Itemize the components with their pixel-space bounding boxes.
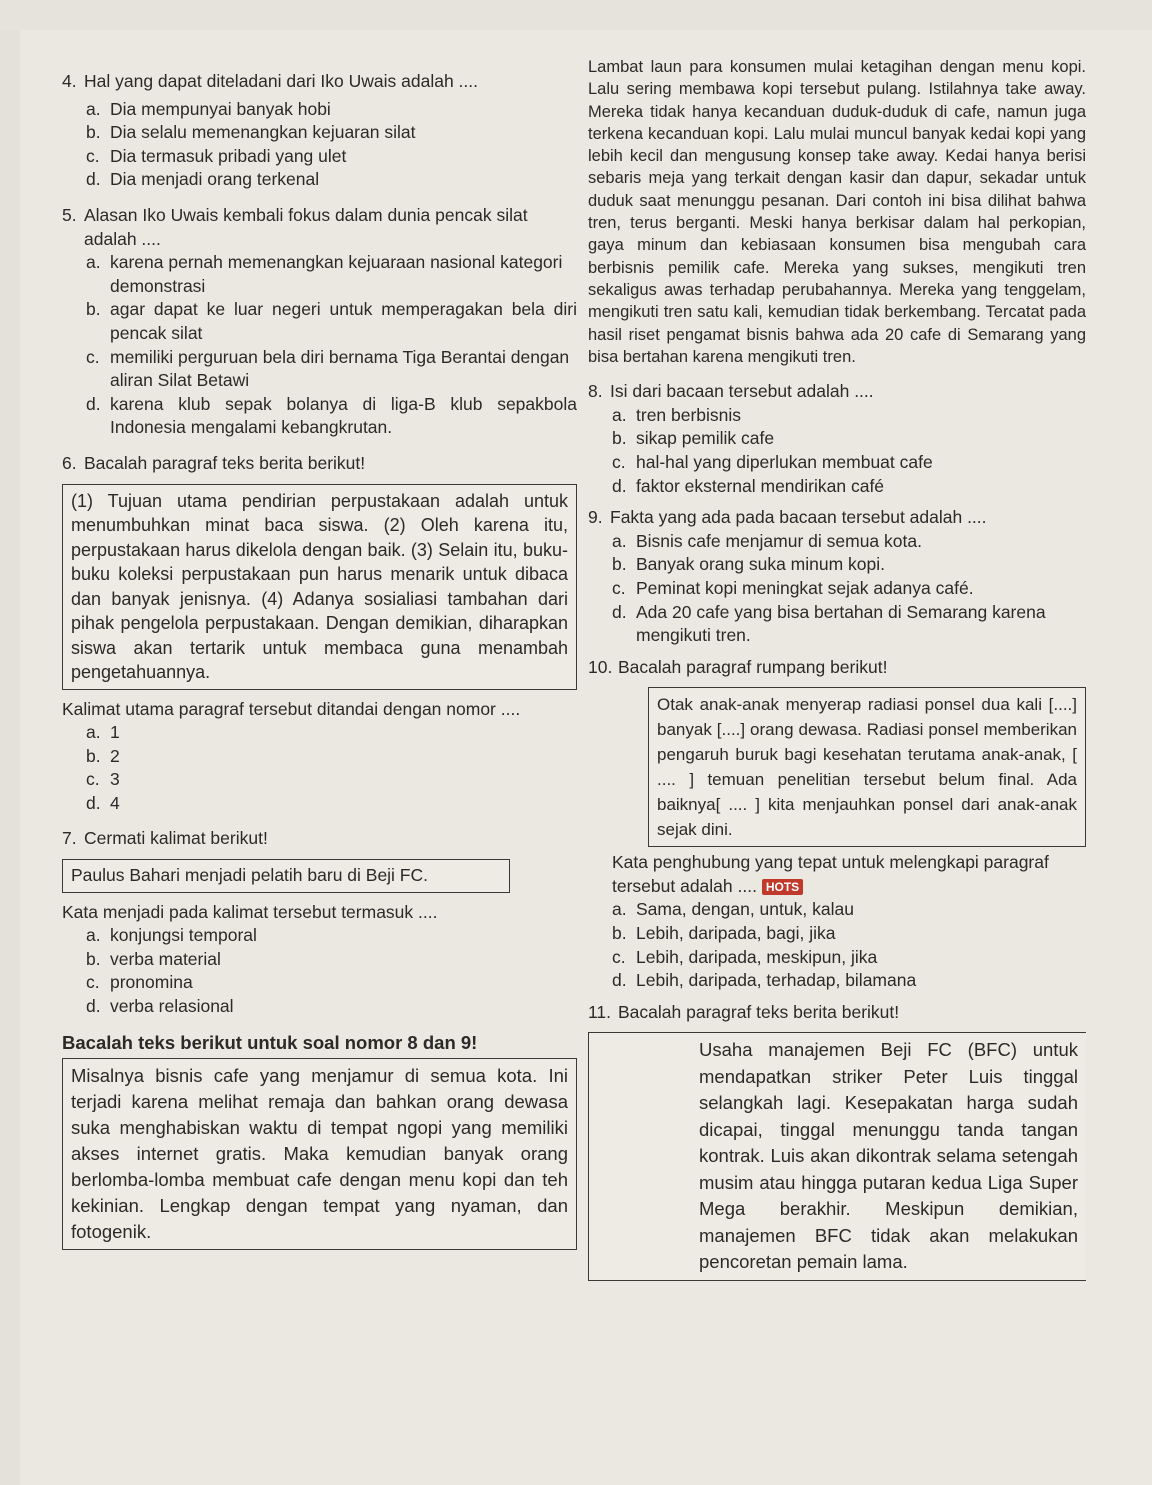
section-heading: Bacalah teks berikut untuk soal nomor 8 dan 9! [62,1031,478,1053]
option-d[interactable] [62,792,577,816]
option-a[interactable] [62,721,577,745]
question-number: 5. [62,204,77,225]
question-stem: Cermati kalimat berikut! [84,828,268,849]
option-letter: c. [612,946,626,967]
option-letter: b. [86,745,101,766]
option-letter: a. [86,252,101,273]
option-text: pronomina [110,972,193,993]
option-c[interactable] [62,145,577,169]
option-letter: c. [86,769,100,790]
option-text: Dia selalu memenangkan kejuaran silat [110,122,416,143]
option-letter: b. [612,554,627,575]
option-a[interactable] [62,251,577,298]
question-number: 8. [588,381,603,402]
question-prompt [588,851,1086,898]
option-c[interactable] [62,768,577,792]
option-letter: c. [86,346,100,367]
passage-box: (1) Tujuan utama pendirian perpustakaan adalah untuk menumbuhkan minat baca siswa. (2) Oleh karena itu, perpustakaan harus dikelola dengan baik. (3) Selain itu, buku-buku koleksi perpustakaan pun harus menarik untuk dibaca dan banyak jenisnya. (4) Adanya sosialiasi tambahan dari pihak pengelola perpustakaan. Dengan demikian, diharapkan siswa akan tertarik untuk membaca guna menambah pengetahuannya. [62,484,577,690]
passage-box: Usaha manajemen Beji FC (BFC) untuk mendapatkan striker Peter Luis tinggal selangkah lagi. Kesepakatan harga sudah dicapai, tinggal menunggu tanda tangan kontrak. Luis akan dikontrak selama setengah musim atau hingga putaran kedua Liga Super Mega berakhir. Meskipun demikian, manajemen BFC tidak akan melakukan pencoretan pemain lama. [588,1032,1086,1281]
option-letter: b. [612,428,627,449]
option-b[interactable] [588,427,1086,451]
page-top-edge [0,0,1152,30]
question-stem: Bacalah paragraf rumpang berikut! [618,656,888,677]
option-a[interactable] [62,98,577,122]
option-a[interactable] [588,404,1086,428]
option-a[interactable] [588,530,1086,554]
option-letter: d. [86,996,101,1017]
option-text: 3 [110,769,120,790]
option-letter: b. [612,923,627,944]
option-d[interactable] [588,601,1086,648]
left-column [62,70,577,1250]
option-letter: d. [86,169,101,190]
option-d[interactable] [588,969,1086,993]
option-text: faktor eksternal mendirikan café [636,475,885,496]
option-text: Lebih, daripada, terhadap, bilamana [636,970,917,991]
option-letter: c. [86,972,100,993]
option-text: 2 [110,745,120,766]
question-number: 6. [62,452,77,473]
option-b[interactable] [62,298,577,345]
option-text: Lebih, daripada, bagi, jika [636,923,836,944]
option-text: Lebih, daripada, meskipun, jika [636,946,878,967]
option-text: Peminat kopi meningkat sejak adanya café. [636,577,974,598]
question-7 [62,827,577,851]
option-letter: b. [86,948,101,969]
option-text: sikap pemilik cafe [636,428,775,449]
option-text: verba material [110,948,221,969]
option-letter: a. [612,404,627,425]
question-stem: Isi dari bacaan tersebut adalah .... [610,381,874,402]
option-d[interactable] [62,168,577,192]
option-text: karena pernah memenangkan kejuaraan nasional kategori demonstrasi [110,252,563,296]
option-text: 4 [110,792,120,813]
question-stem: Bacalah paragraf teks berita berikut! [618,1001,900,1022]
option-b[interactable] [62,121,577,145]
option-a[interactable] [588,898,1086,922]
option-c[interactable] [62,346,577,393]
option-d[interactable] [588,475,1086,499]
option-b[interactable] [62,745,577,769]
option-letter: a. [612,530,627,551]
option-text: karena klub sepak bolanya di liga-B klub sepakbola Indonesia mengalami kebangkrutan. [110,393,577,438]
option-letter: d. [612,475,627,496]
question-4 [62,70,577,94]
option-text: memiliki perguruan bela diri bernama Tiga Berantai dengan aliran Silat Betawi [110,346,570,391]
question-stem: Hal yang dapat diteladani dari Iko Uwais adalah .... [84,71,478,91]
hots-badge: HOTS [762,879,803,895]
option-letter: c. [86,145,100,166]
question-number: 10. [588,656,613,677]
option-letter: b. [86,299,101,320]
option-letter: b. [86,122,101,143]
option-text: 1 [110,722,120,743]
question-number: 7. [62,828,77,849]
question-6 [62,452,577,476]
option-letter: d. [612,601,627,622]
option-text: agar dapat ke luar negeri untuk memperagakan bela diri pencak silat [110,299,577,343]
right-column [588,56,1086,1281]
option-c[interactable] [588,946,1086,970]
option-text: Dia menjadi orang terkenal [110,169,320,190]
option-d[interactable] [62,393,577,440]
option-letter: a. [86,722,101,743]
option-text: Dia mempunyai banyak hobi [110,98,331,119]
question-prompt-text: Kata penghubung yang tepat untuk melengkapi paragraf tersebut adalah .... [612,852,1049,896]
option-letter: d. [612,970,627,991]
question-number: 11. [588,1001,612,1022]
option-text: Ada 20 cafe yang bisa bertahan di Semarang karena mengikuti tren. [636,601,1046,646]
passage-box-left: Misalnya bisnis cafe yang menjamur di semua kota. Ini terjadi karena melihat remaja dan bahkan orang dewasa suka menghabiskan waktu di tempat ngopi yang memiliki akses internet gratis. Maka kemudian banyak orang berlomba-lomba membuat cafe dengan menu kopi dan teh kekinian. Lengkap dengan tempat yang nyaman, dan fotogenik. [62,1058,577,1250]
question-number: 9. [588,507,603,528]
option-letter: c. [612,451,626,472]
question-5 [62,204,577,251]
question-prompt: Kata menjadi pada kalimat tersebut termasuk .... [62,901,438,922]
sentence-box: Paulus Bahari menjadi pelatih baru di Beji FC. [62,859,510,893]
option-letter: d. [86,792,101,813]
option-text: Dia termasuk pribadi yang ulet [110,145,347,166]
question-stem: Alasan Iko Uwais kembali fokus dalam dunia pencak silat adalah .... [84,204,528,249]
option-c[interactable] [588,451,1086,475]
question-stem: Fakta yang ada pada bacaan tersebut adalah .... [610,507,987,528]
option-text: Bisnis cafe menjamur di semua kota. [636,530,922,551]
option-b[interactable] [588,922,1086,946]
question-11 [588,1001,1086,1025]
question-10 [588,656,1086,680]
option-text: tren berbisnis [636,404,742,425]
option-text: konjungsi temporal [110,925,257,946]
option-text: hal-hal yang diperlukan membuat cafe [636,451,933,472]
option-text: verba relasional [110,996,234,1017]
option-letter: a. [612,899,627,920]
option-letter: a. [86,98,101,119]
option-c[interactable] [62,971,577,995]
option-letter: c. [612,577,626,598]
option-a[interactable] [62,924,577,948]
passage-continuation: Lambat laun para konsumen mulai ketagihan dengan menu kopi. Lalu sering membawa kopi tersebut pulang. Istilahnya take away. Mereka tidak hanya kecanduan duduk-duduk di cafe, namun juga terkena kecanduan kopi. Lalu mulai muncul banyak kedai kopi yang lebih kecil dan mengusung konsep take away. Kedai hanya berisi sebaris meja yang terkait dengan kasir dan dapur, sekadar untuk duduk saat menunggu pesanan. Dari contoh ini bisa dilihat bahwa tren, terus berganti. Meski hanya berkisar dalam hal perkopian, gaya minum dan kebiasaan konsumen bisa mengubah cara berbisnis pemilik cafe. Mereka yang sukses, mengikuti tren sekaligus awas terhadap perubahannya. Mereka yang tenggelam, mengikuti tren satu kali, kemudian tidak berkembang. Tercatat pada hasil riset pengamat bisnis bahwa ada 20 cafe di Semarang yang bisa bertahan karena mengikuti tren. [588,58,1086,366]
option-text: Banyak orang suka minum kopi. [636,554,886,575]
question-9 [588,506,1086,530]
passage-box: Otak anak-anak menyerap radiasi ponsel dua kali [....] banyak [....] orang dewasa. Radiasi ponsel memberikan pengaruh buruk bagi kesehatan terutama anak-anak, [ .... ] temuan penelitian tersebut belum final. Ada baiknya[ .... ] kita menjauhkan ponsel dari anak-anak sejak dini. [648,687,1086,847]
option-b[interactable] [588,553,1086,577]
question-number: 4. [62,71,77,91]
question-8 [588,380,1086,404]
option-b[interactable] [62,948,577,972]
option-text: Sama, dengan, untuk, kalau [636,899,854,920]
option-d[interactable] [62,995,577,1019]
option-c[interactable] [588,577,1086,601]
question-prompt: Kalimat utama paragraf tersebut ditandai dengan nomor .... [62,698,521,719]
option-letter: a. [86,925,101,946]
option-letter: d. [86,393,101,414]
question-stem: Bacalah paragraf teks berita berikut! [84,452,366,473]
